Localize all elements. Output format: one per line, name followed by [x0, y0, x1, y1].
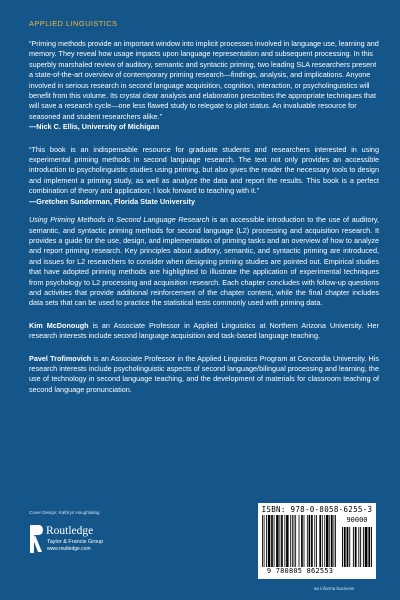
barcode-bar [266, 515, 267, 567]
barcode-bar [301, 515, 303, 567]
barcode-bar [276, 515, 278, 567]
barcode-bar [349, 527, 350, 567]
endorsement-quote-2: “This book is an indispensable resource for graduate students and researchers interested in using experimental priming methods in second language research. The text not only provides an accessible introduction to psycholinguistic studies using priming, but also gives the reader the necessary tools to design and implement a priming study, as well as analyze the data and report the results. This book is a perfect combination of theory and application; I look forward to teaching with it.” [29, 144, 379, 196]
publisher-group: Taylor & Francis Group [47, 539, 104, 545]
book-description [29, 215, 379, 309]
barcode-bar [371, 527, 372, 567]
barcode-bar [284, 515, 285, 567]
barcode-bar [271, 515, 273, 567]
cover-design-credit: Cover Design: Kathryn Houghtaling [29, 510, 100, 515]
back-cover-content [29, 39, 379, 402]
barcode-bar [314, 515, 315, 567]
publisher-name: Routledge [46, 525, 94, 537]
barcode-bar [326, 515, 328, 567]
barcode-bar [334, 515, 335, 567]
barcode-bar [279, 515, 280, 567]
routledge-logo-icon [29, 525, 43, 553]
barcode-bar [262, 515, 263, 567]
barcode-bar [311, 515, 313, 567]
endorsement-quote-1: “Priming methods provide an important window into implicit processes involved in language use, learning and memory. They reveal how usage impacts upon language representation and subsequent processing. In this superbly marshaled review of auditory, semantic and syntactic priming, two leading SLA researchers present a state-of-the-art overview of contemporary priming research—findings, analysis, and implications. Anyone involved in serious research in second language acquisition, cognition, interaction, or psycholinguistics will benefit from this volume. Its crystal clear analysis and elaboration prescribes the appropriate techniques that will save a research cycle—one less flawed study to relegate to pilot status. An invaluable resource for seasoned and student researchers alike.” [29, 39, 379, 121]
barcode-bar [353, 527, 354, 567]
author-name-2: Pavel Trofimovich [29, 353, 92, 363]
author-bio-text-2: is an Associate Professor in the Applied Linguistics Program at Concordia University. His research interests include psycholinguistic aspects of second language/bilingual processing and learning, the use of technology in second language teaching, and the development of materials for classroom teaching of second language pronunciation. [29, 353, 379, 394]
author-bio-2 [29, 354, 379, 396]
barcode-bar [347, 527, 349, 567]
endorsement-attribution-2: —Gretchen Sunderman, Florida State University [29, 196, 195, 206]
barcode-bar [355, 527, 357, 567]
barcode-addon-bars [342, 527, 372, 567]
informa-tagline: an informa business [314, 586, 355, 591]
barcode-bar [294, 515, 295, 567]
author-bio-text-1: is an Associate Professor in Applied Linguistics at Northern Arizona University. Her research interests include second language acquisition and task-based language teaching. [29, 320, 379, 341]
barcode-bar [342, 527, 343, 567]
book-title-inline: Using Priming Methods in Second Language Research [29, 215, 210, 225]
barcode-bar [274, 515, 275, 567]
barcode-bar [335, 515, 336, 567]
publisher-url: www.routledge.com [47, 546, 91, 552]
barcode-bar [368, 527, 370, 567]
barcode-bar [358, 527, 359, 567]
description-text: is an accessible introduction to the use of auditory, semantic, and syntactic priming methods for second language (L2) processing and acquisition research. It provides a guide for the use, design, and implementation of priming tasks and an overview of how to analyze and report priming research. Key principles about auditory, semantic, and syntactic priming are introduced, and issues for L2 researchers to consider when designing priming studies are pointed out. Empirical studies that have adopted priming methods are highlighted to illustrate the application of experimental techniques from psychology to L2 processing and acquisition research. Each chapter concludes with follow-up questions and activities that provide additional reinforcement of the chapter content, while the final chapter includes data sets that can be used to practice the statistical tests commonly used with priming data. [29, 215, 379, 308]
barcode-bar [299, 515, 300, 567]
ean-digits: 9 780805 862553 [266, 567, 334, 575]
barcode-bar [292, 515, 293, 567]
barcode-bar [319, 515, 321, 567]
barcode-bar [360, 527, 361, 567]
isbn-addon-code: 90000 [346, 516, 368, 524]
barcode-bar [304, 515, 305, 567]
barcode-bar [316, 515, 317, 567]
isbn-barcode [258, 503, 376, 579]
barcode-bar [344, 527, 346, 567]
barcode-bar [309, 515, 311, 567]
endorsement-attribution-1: —Nick C. Ellis, University of Michigan [29, 122, 160, 132]
barcode-bar [268, 515, 270, 567]
author-name-1: Kim McDonough [29, 320, 89, 330]
category-label: APPLIED LINGUISTICS [29, 19, 118, 28]
barcode-bar [290, 515, 291, 567]
isbn-label: ISBN: 978-0-8058-6255-3 [261, 505, 373, 514]
barcode-bar [329, 515, 330, 567]
barcode-bar [363, 527, 364, 567]
barcode-bar [307, 515, 308, 567]
author-bio-1 [29, 321, 379, 342]
publisher-block [29, 524, 149, 564]
barcode-bar [286, 515, 288, 567]
barcode-bar [324, 515, 325, 567]
barcode-bar [365, 527, 368, 567]
barcode-bar [295, 515, 296, 567]
barcode-bar [331, 515, 333, 567]
barcode-bar [281, 515, 283, 567]
barcode-main-bars [262, 515, 336, 567]
barcode-bar [264, 515, 265, 567]
barcode-bar [322, 515, 323, 567]
